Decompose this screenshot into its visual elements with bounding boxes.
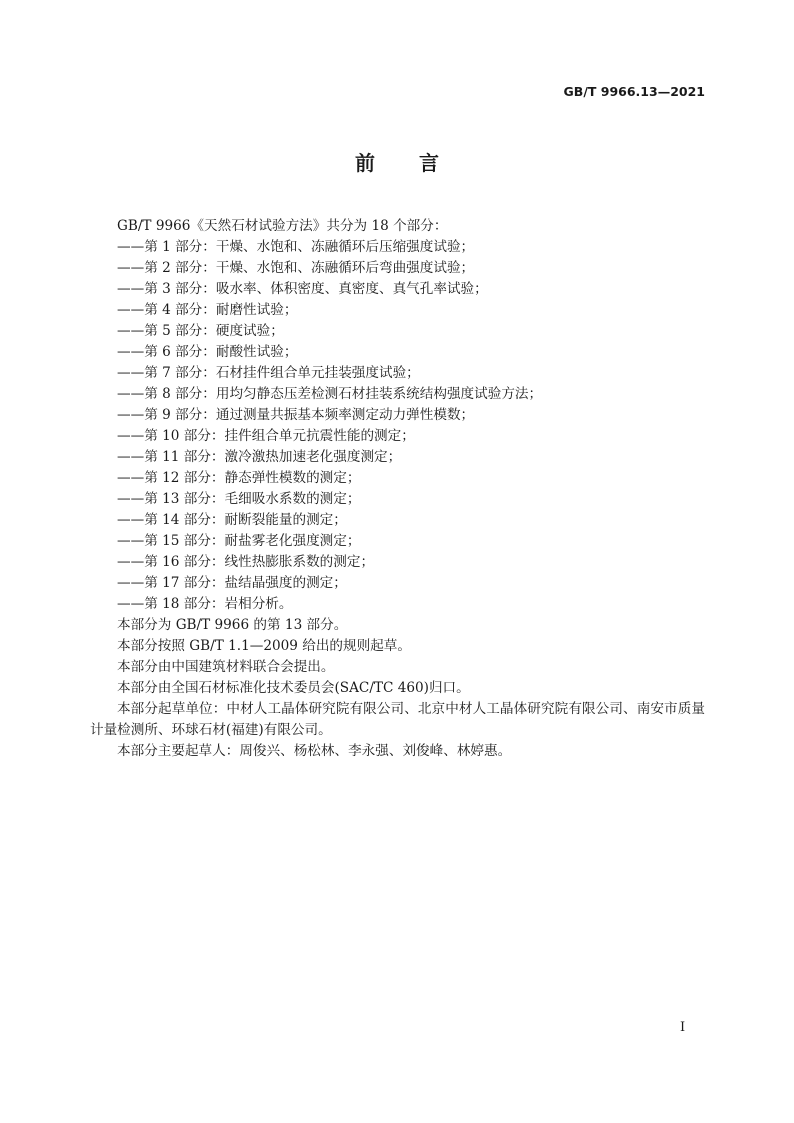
part-item-11: ——第 11 部分：激冷激热加速老化强度测定；: [117, 449, 402, 465]
part-item-10: ——第 10 部分：挂件组合单元抗震性能的测定；: [117, 428, 415, 444]
page-title: 前 言: [355, 151, 451, 175]
part-item-13: ——第 13 部分：毛细吸水系数的测定；: [117, 491, 361, 507]
part-item-1: ——第 1 部分：干燥、水饱和、冻融循环后压缩强度试验；: [117, 239, 475, 255]
part-item-12: ——第 12 部分：静态弹性模数的测定；: [117, 470, 361, 486]
part-item-5: ——第 5 部分：硬度试验；: [117, 323, 284, 339]
part-item-6: ——第 6 部分：耐酸性试验；: [117, 344, 298, 360]
part-item-8: ——第 8 部分：用均匀静态压差检测石材挂装系统结构强度试验方法；: [117, 386, 543, 402]
part-item-14: ——第 14 部分：耐断裂能量的测定；: [117, 512, 347, 528]
intro-line: GB/T 9966《天然石材试验方法》共分为 18 个部分：: [117, 218, 448, 234]
part-item-2: ——第 2 部分：干燥、水饱和、冻融循环后弯曲强度试验；: [117, 260, 475, 276]
part-item-16: ——第 16 部分：线性热膨胀系数的测定；: [117, 554, 375, 570]
part-item-4: ——第 4 部分：耐磨性试验；: [117, 302, 298, 318]
header-doc-code: GB/T 9966.13—2021: [563, 84, 705, 99]
part-item-18: ——第 18 部分：岩相分析。: [117, 596, 293, 612]
paragraph-part-number: 本部分为 GB/T 9966 的第 13 部分。: [117, 617, 348, 633]
part-item-17: ——第 17 部分：盐结晶强度的测定；: [117, 575, 347, 591]
page-number: I: [680, 1020, 686, 1035]
part-item-7: ——第 7 部分：石材挂件组合单元挂装强度试验；: [117, 365, 420, 381]
part-item-15: ——第 15 部分：耐盐雾老化强度测定；: [117, 533, 361, 549]
part-item-9: ——第 9 部分：通过测量共振基本频率测定动力弹性模数；: [117, 407, 475, 423]
body-text: [90, 216, 705, 762]
paragraph-drafting-rules: 本部分按照 GB/T 1.1—2009 给出的规则起草。: [117, 638, 411, 654]
paragraph-proposed-by: 本部分由中国建筑材料联合会提出。: [117, 659, 335, 675]
part-item-3: ——第 3 部分：吸水率、体积密度、真密度、真气孔率试验；: [117, 281, 488, 297]
paragraph-drafting-units: 本部分起草单位：中材人工晶体研究院有限公司、北京中材人工晶体研究院有限公司、南安市质量计量检测所、环球石材(福建)有限公司。: [90, 701, 705, 738]
paragraph-managed-by: 本部分由全国石材标准化技术委员会(SAC/TC 460)归口。: [117, 680, 470, 696]
paragraph-main-drafters: 本部分主要起草人：周俊兴、杨松林、李永强、刘俊峰、林婷惠。: [117, 743, 512, 759]
